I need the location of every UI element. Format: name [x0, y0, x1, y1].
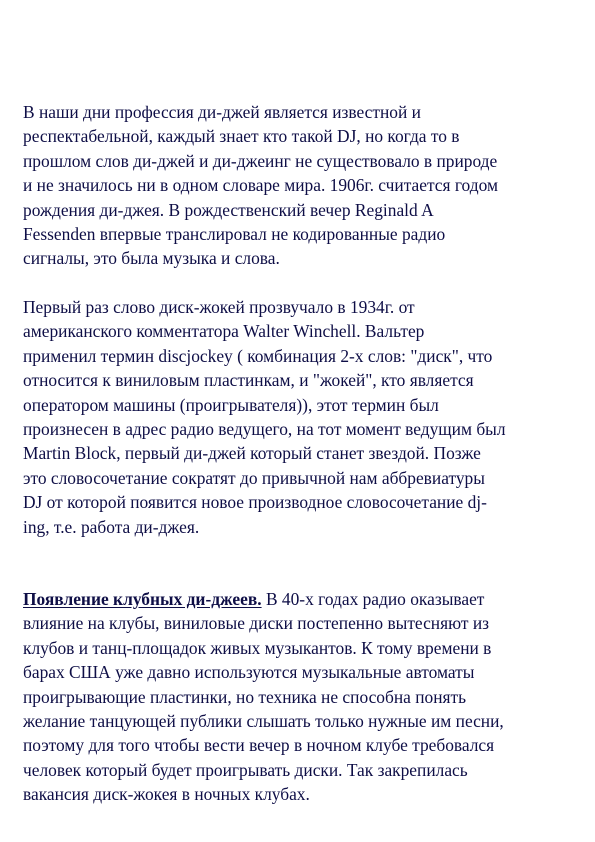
text-line: влияние на клубы, виниловые диски постепенно вытесняют из	[23, 613, 489, 634]
text-line: и не значилось ни в одном словаре мира. 1906г. считается годом	[23, 175, 498, 196]
text-line: рождения ди-джея. В рождественский вечер Reginald A	[23, 199, 434, 220]
text-line: это словосочетание сократят до привычной нам аббревиатуры	[23, 467, 485, 488]
text-line: сигналы, это была музыка и слова.	[23, 248, 280, 269]
text-line-rest: В 40-х годах радио оказывает	[261, 589, 485, 609]
text-line-with-heading	[23, 587, 573, 611]
text-line: поэтому для того чтобы вести вечер в ночном клубе требовался	[23, 735, 495, 756]
text-line: вакансия диск-жокея в ночных клубах.	[23, 784, 310, 805]
section-heading: Появление клубных ди-джеев.	[23, 589, 262, 609]
text-line: американского комментатора Walter Winchell. Вальтер	[23, 321, 425, 342]
text-line: респектабельной, каждый знает кто такой DJ, но когда то в	[23, 126, 460, 147]
text-line: Fessenden впервые транслировал не кодированные радио	[23, 224, 446, 245]
text-line: Martin Block, первый ди-джей который станет звездой. Позже	[23, 443, 481, 464]
text-line: ing, т.е. работа ди-джея.	[23, 516, 200, 537]
text-line: относится к виниловым пластинкам, и "жокей", кто является	[23, 370, 474, 391]
paragraph-club-djs	[23, 587, 573, 807]
text-line: барах США уже давно используются музыкальные автоматы	[23, 662, 475, 683]
text-line: Первый раз слово диск-жокей прозвучало в 1934г. от	[23, 297, 415, 317]
text-line: человек который будет проигрывать диски. Так закрепилась	[23, 759, 468, 780]
text-line: применил термин discjockey ( комбинация 2-х слов: "диск", что	[23, 345, 493, 366]
text-line: клубов и танц-площадок живых музыкантов. К тому времени в	[23, 637, 492, 658]
text-line: В наши дни профессия ди-джей является известной и	[23, 102, 421, 122]
text-line: прошлом слов ди-джей и ди-джеинг не существовало в природе	[23, 150, 498, 171]
text-line: произнесен в адрес радио ведущего, на тот момент ведущим был	[23, 419, 506, 440]
paragraph-dj-history-intro	[23, 100, 573, 271]
text-line: проигрывающие пластинки, но техника не способна понять	[23, 686, 467, 707]
text-line: DJ от которой появится новое производное словосочетание dj-	[23, 492, 487, 513]
text-line: оператором машины (проигрывателя)), этот термин был	[23, 394, 439, 415]
text-line: желание танцующей публики слышать только нужные им песни,	[23, 711, 504, 732]
paragraph-disc-jockey-origin	[23, 295, 573, 539]
